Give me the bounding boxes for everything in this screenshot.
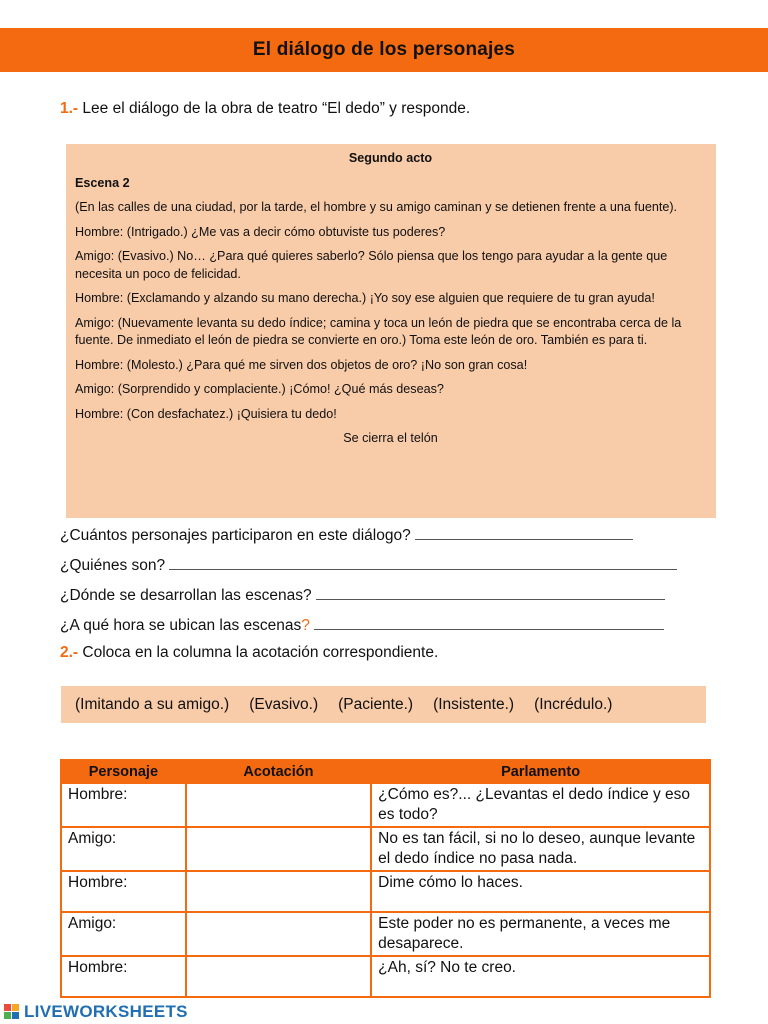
answer-blank-who[interactable] [169,555,677,570]
question-1-number: 1.- [60,100,79,117]
table-header-row [61,760,710,783]
acotaciones-box [61,686,706,723]
dialog-box [66,144,716,518]
dialog-line: Hombre: (Exclamando y alzando su mano derecha.) ¡Yo soy ese alguien que requiere de tu gran ayuda! [75,291,655,305]
dialog-line: Amigo: (Sorprendido y complaciente.) ¡Cómo! ¿Qué más deseas? [75,382,444,396]
table-row [61,912,710,956]
question-where [60,585,665,605]
title-bar [0,28,768,72]
acotacion-option: (Paciente.) [338,695,414,713]
cell-acotacion-input[interactable] [186,956,371,997]
table-row [61,956,710,997]
question-1-heading [60,100,470,118]
dialog-line: Hombre: (Con desfachatez.) ¡Quisiera tu dedo! [75,406,337,421]
answer-blank-where[interactable] [316,585,665,600]
table-row [61,783,710,827]
dialog-line: Amigo: (Evasivo.) No… ¿Para qué quieres saberlo? Sólo piensa que los tengo para ayudar a la gente que necesita un poco de felicidad. [75,249,668,281]
liveworksheets-logo-icon [4,1004,22,1020]
question-count-characters [60,525,633,545]
closing-line: Se cierra el telón [343,431,438,445]
acotaciones-table [60,759,711,998]
cell-acotacion-input[interactable] [186,783,371,827]
cell-parlamento: ¿Cómo es?... ¿Levantas el dedo índice y eso es todo? [371,783,710,827]
liveworksheets-logo[interactable] [4,1002,188,1022]
dialog-line: Hombre: (Molesto.) ¿Para qué me sirven dos objetos de oro? ¡No son gran cosa! [75,357,528,372]
column-header-parlamento: Parlamento [371,760,710,783]
cell-parlamento: Dime cómo lo haces. [371,871,710,912]
liveworksheets-logo-text: LIVEWORKSHEETS [24,1002,188,1021]
cell-personaje: Hombre: [61,956,186,997]
question-text: ¿Cuántos personajes participaron en este diálogo? [60,527,411,544]
question-2-text: Coloca en la columna la acotación correspondiente. [82,644,439,661]
answer-blank-when[interactable] [314,615,664,630]
dialog-line: Amigo: (Nuevamente levanta su dedo índice; camina y toca un león de piedra que se encontraba cerca de la fuente. De inmediato el león de piedra se convierte en oro.) Toma este león de oro. También es para ti. [75,315,682,347]
cell-parlamento: Este poder no es permanente, a veces me desaparece. [371,912,710,956]
question-mark: ? [301,617,310,634]
act-title: Segundo acto [348,151,433,165]
cell-acotacion-input[interactable] [186,827,371,871]
scene-title: Escena 2 [75,175,130,190]
question-2-heading [60,644,438,662]
question-1-text: Lee el diálogo de la obra de teatro “El dedo” y responde. [82,100,471,117]
question-2-number: 2.- [60,644,79,661]
page-title: El diálogo de los personajes [252,39,516,60]
acotacion-option: (Incrédulo.) [534,695,613,713]
answer-blank-characters[interactable] [415,525,633,540]
column-header-acotacion: Acotación [186,760,371,783]
cell-personaje: Amigo: [61,912,186,956]
cell-parlamento: No es tan fácil, si no lo deseo, aunque levante el dedo índice no pasa nada. [371,827,710,871]
question-text: ¿Dónde se desarrollan las escenas? [60,587,312,604]
dialog-line: Hombre: (Intrigado.) ¿Me vas a decir cómo obtuviste tus poderes? [75,224,446,239]
table-row [61,871,710,912]
acotacion-option: (Imitando a su amigo.) [75,695,230,713]
cell-parlamento: ¿Ah, sí? No te creo. [371,956,710,997]
cell-acotacion-input[interactable] [186,871,371,912]
acotacion-option: (Insistente.) [433,695,515,713]
cell-personaje: Amigo: [61,827,186,871]
question-who [60,555,677,575]
question-when [60,615,664,635]
question-text: ¿Quiénes son? [60,557,166,574]
question-text: ¿A qué hora se ubican las escenas [60,617,302,634]
cell-acotacion-input[interactable] [186,912,371,956]
cell-personaje: Hombre: [61,783,186,827]
acotacion-option: (Evasivo.) [249,695,319,713]
table-row [61,827,710,871]
column-header-personaje: Personaje [61,760,186,783]
cell-personaje: Hombre: [61,871,186,912]
dialog-line: (En las calles de una ciudad, por la tarde, el hombre y su amigo caminan y se detienen frente a una fuente). [75,200,678,214]
